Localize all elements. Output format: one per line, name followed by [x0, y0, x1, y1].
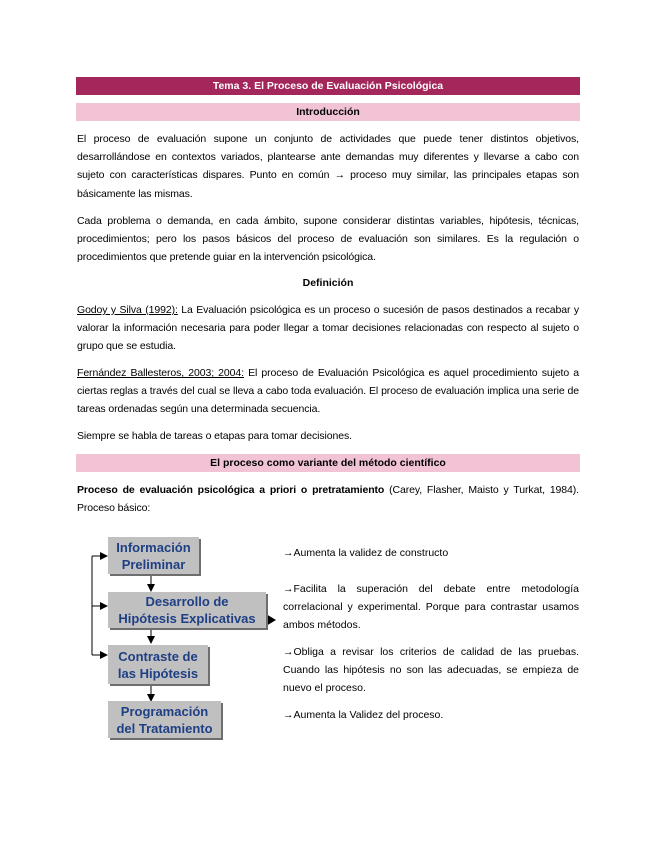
box-line-1: Información: [116, 539, 191, 555]
definition-text: El proceso de Evaluación Psicológica es aquel procedimiento sujeto a ciertas reglas a través del cual se lleva a cabo toda evaluación. El proceso de evaluación implica una serie de tareas ordenadas según una determinada secuencia.: [77, 367, 579, 416]
flow-box-informacion-preliminar: [108, 537, 199, 574]
box-line-1: Desarrollo de: [145, 594, 229, 609]
method-bold-lead: Proceso de evaluación psicológica a priori o pretratamiento: [77, 484, 385, 496]
box-line-2: Hipótesis Explicativas: [118, 611, 256, 626]
section-heading-definicion: Definición: [302, 277, 354, 289]
diagram-note-3: →Obliga a revisar los criterios de calidad de las pruebas. Cuando las hipótesis no son las adecuadas, se empieza de nuevo el proceso.: [283, 646, 579, 695]
flow-box-programacion-tratamiento: [108, 701, 221, 738]
document-title-bar: Tema 3. El Proceso de Evaluación Psicológica: [76, 77, 580, 95]
method-citation: (Carey, Flasher, Maisto y Turkat, 1984). Proceso básico:: [77, 484, 579, 515]
box-line-2: las Hipótesis: [117, 665, 199, 681]
box-line-2: Preliminar: [121, 556, 186, 572]
intro-paragraph-2: Cada problema o demanda, en cada ámbito, supone considerar distintas variables, hipótesis, técnicas, procedimientos; pero los pasos básicos del proceso de evaluación son similares. Es la regulación o procedimientos que pretende guiar en la intervención psicológica.: [77, 215, 579, 264]
box-line-1: Contraste de: [118, 648, 198, 664]
flow-box-contraste-hipotesis: [108, 645, 208, 684]
box-pointer-icon: [266, 614, 276, 626]
section-heading-introduccion: Introducción: [76, 103, 580, 121]
diagram-note-1: →Aumenta la validez de constructo: [283, 547, 449, 559]
box-line-2: del Tratamiento: [116, 720, 213, 736]
diagram-note-2: →Facilita la superación del debate entre metodología correlacional y experimental. Porque para contrastar usamos ambos métodos.: [283, 583, 579, 632]
flow-box-desarrollo-hipotesis: [108, 592, 266, 628]
intro-paragraph-1: El proceso de evaluación supone un conjunto de actividades que puede tener distintos objetivos, desarrollándose en contextos variados, plantearse ante demandas muy diferentes y llevarse a cabo con sujeto con características dispares. Punto en común → proceso muy similar, las principales etapas son básicamente las mismas.: [77, 133, 579, 200]
definition-author: Godoy y Silva (1992):: [77, 304, 178, 316]
box-line-1: Programación: [120, 703, 209, 719]
decisions-note: Siempre se habla de tareas o etapas para tomar decisiones.: [77, 430, 352, 442]
diagram-note-4: →Aumenta la Validez del proceso.: [283, 709, 444, 721]
section-heading-metodo: El proceso como variante del método científico: [76, 454, 580, 472]
definition-author: Fernández Ballesteros, 2003; 2004:: [77, 367, 244, 379]
definition-text: La Evaluación psicológica es un proceso o sucesión de pasos destinados a recabar y valorar la información necesaria para poder llegar a tomar decisiones relacionadas con respecto al sujeto o grupo que se estudia.: [77, 304, 579, 353]
